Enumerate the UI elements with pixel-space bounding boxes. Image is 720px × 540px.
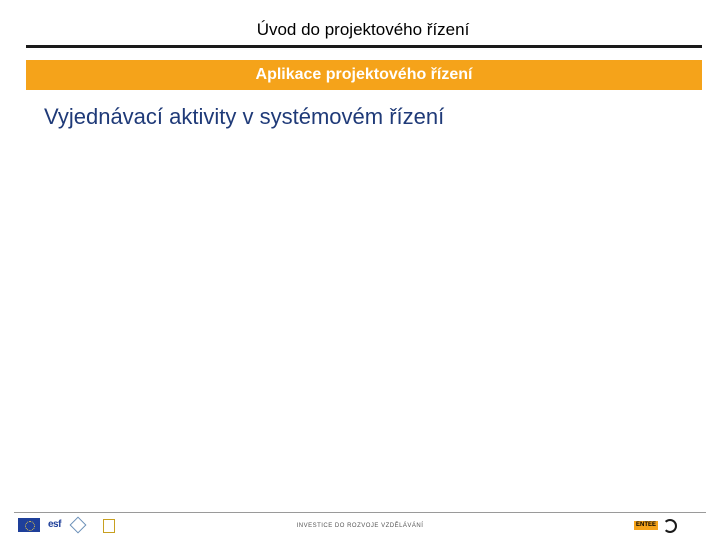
section-banner	[26, 60, 702, 90]
section-title: Aplikace projektového řízení	[255, 66, 473, 83]
brand-logo-icon	[634, 516, 677, 534]
page-title: Úvod do projektového řízení	[256, 20, 470, 39]
brand-swirl-icon	[661, 517, 677, 533]
esf-logo-icon: esf	[48, 519, 61, 530]
footer-divider	[14, 512, 706, 513]
header-divider	[26, 45, 702, 48]
slide-heading: Vyjednávací aktivity v systémovém řízení	[44, 104, 445, 129]
brand-badge-icon: ENTEE	[636, 521, 657, 528]
footer-tagline: INVESTICE DO ROZVOJE VZDĚLÁVÁNÍ	[296, 523, 424, 529]
